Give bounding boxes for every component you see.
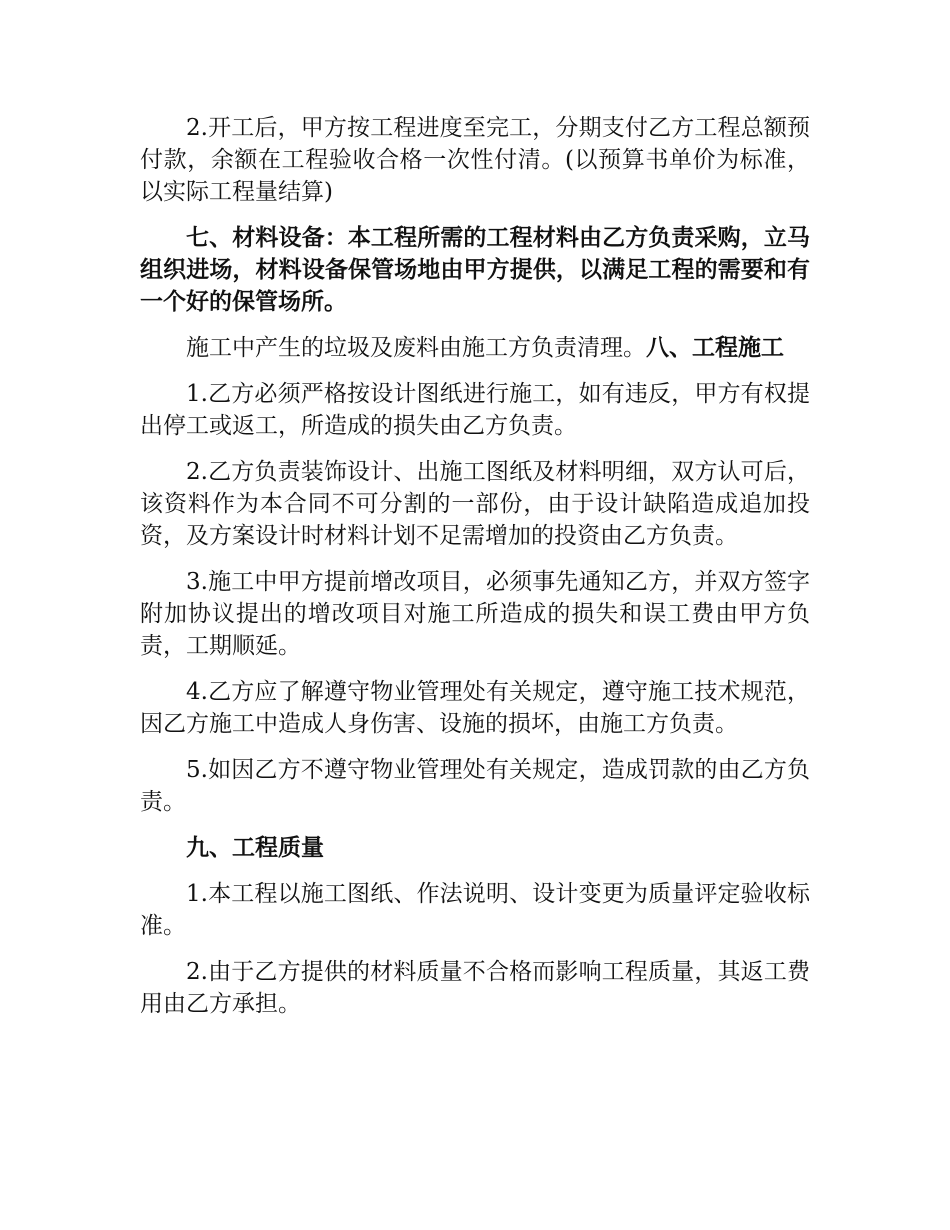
waste-cleanup-text: 施工中产生的垃圾及废料由施工方负责清理。 <box>186 335 646 361</box>
construction-clause-3: 3.施工中甲方提前增改项目，必须事先通知乙方，并双方签字附加协议提出的增改项目对施工所造成的损失和误工费由甲方负责，工期顺延。 <box>140 569 810 659</box>
section-8-heading: 八、工程施工 <box>646 335 784 361</box>
construction-clause-5: 5.如因乙方不遵守物业管理处有关规定，造成罚款的由乙方负责。 <box>140 757 810 815</box>
section-7-materials-equipment: 七、材料设备：本工程所需的工程材料由乙方负责采购，立马组织进场，材料设备保管场地由甲方提供，以满足工程的需要和有一个好的保管场所。 <box>140 225 810 315</box>
payment-clause-2: 2.开工后，甲方按工程进度至完工，分期支付乙方工程总额预付款，余额在工程验收合格一次性付清。(以预算书单价为标准，以实际工程量结算) <box>140 115 810 205</box>
waste-cleanup-paragraph <box>140 332 810 364</box>
construction-clause-4: 4.乙方应了解遵守物业管理处有关规定，遵守施工技术规范，因乙方施工中造成人身伤害、设施的损坏，由施工方负责。 <box>140 679 810 737</box>
section-9-heading: 九、工程质量 <box>186 835 324 861</box>
construction-clause-1: 1.乙方必须严格按设计图纸进行施工，如有违反，甲方有权提出停工或返工，所造成的损失由乙方负责。 <box>140 381 810 439</box>
document-body <box>140 112 810 1034</box>
construction-clause-2: 2.乙方负责装饰设计、出施工图纸及材料明细，双方认可后，该资料作为本合同不可分割的一部份，由于设计缺陷造成追加投资，及方案设计时材料计划不足需增加的投资由乙方负责。 <box>140 459 810 549</box>
quality-clause-2: 2.由于乙方提供的材料质量不合格而影响工程质量，其返工费用由乙方承担。 <box>140 959 810 1017</box>
quality-clause-1: 1.本工程以施工图纸、作法说明、设计变更为质量评定验收标准。 <box>140 881 810 939</box>
